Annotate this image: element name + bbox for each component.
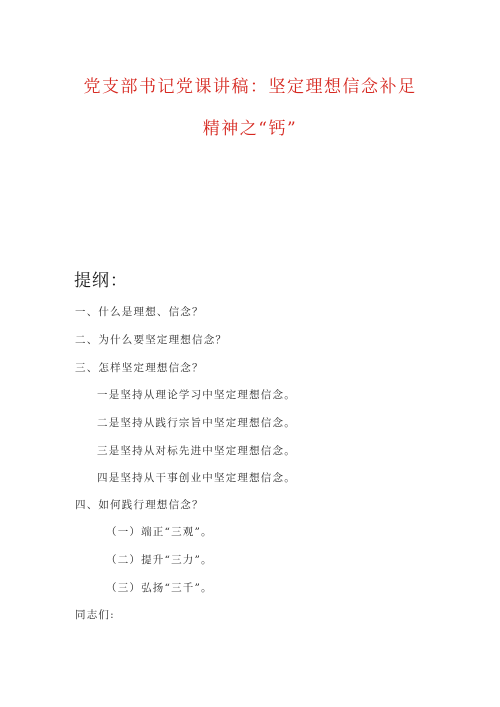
outline-subitem-4-1: （一）端正“三观”。 xyxy=(106,526,213,538)
outline-item-3: 三、怎样坚定理想信念？ xyxy=(75,362,204,374)
outline-subitem-4-3: （三）弘扬“三千”。 xyxy=(106,582,213,594)
outline-subitem-4-2: （二）提升“三力”。 xyxy=(106,554,213,566)
outline-heading: 提纲： xyxy=(74,271,128,291)
outline-subitem-3-4: 四是坚持从干事创业中坚定理想信念。 xyxy=(97,472,296,484)
outline-item-4: 四、如何践行理想信念？ xyxy=(75,499,204,511)
outline-subitem-3-1: 一是坚持从理论学习中坚定理想信念。 xyxy=(97,389,296,401)
outline-subitem-3-3: 三是坚持从对标先进中坚定理想信念。 xyxy=(97,445,296,457)
salutation: 同志们: xyxy=(75,609,115,621)
document-title-line-2: 精神之“钙” xyxy=(202,119,298,139)
document-title-line-1: 党支部书记党课讲稿：坚定理想信念补足 xyxy=(83,77,417,97)
outline-item-2: 二、为什么要坚定理想信念？ xyxy=(75,334,228,346)
outline-subitem-3-2: 二是坚持从践行宗旨中坚定理想信念。 xyxy=(97,417,296,429)
outline-item-1: 一、什么是理想、信念？ xyxy=(75,306,204,318)
